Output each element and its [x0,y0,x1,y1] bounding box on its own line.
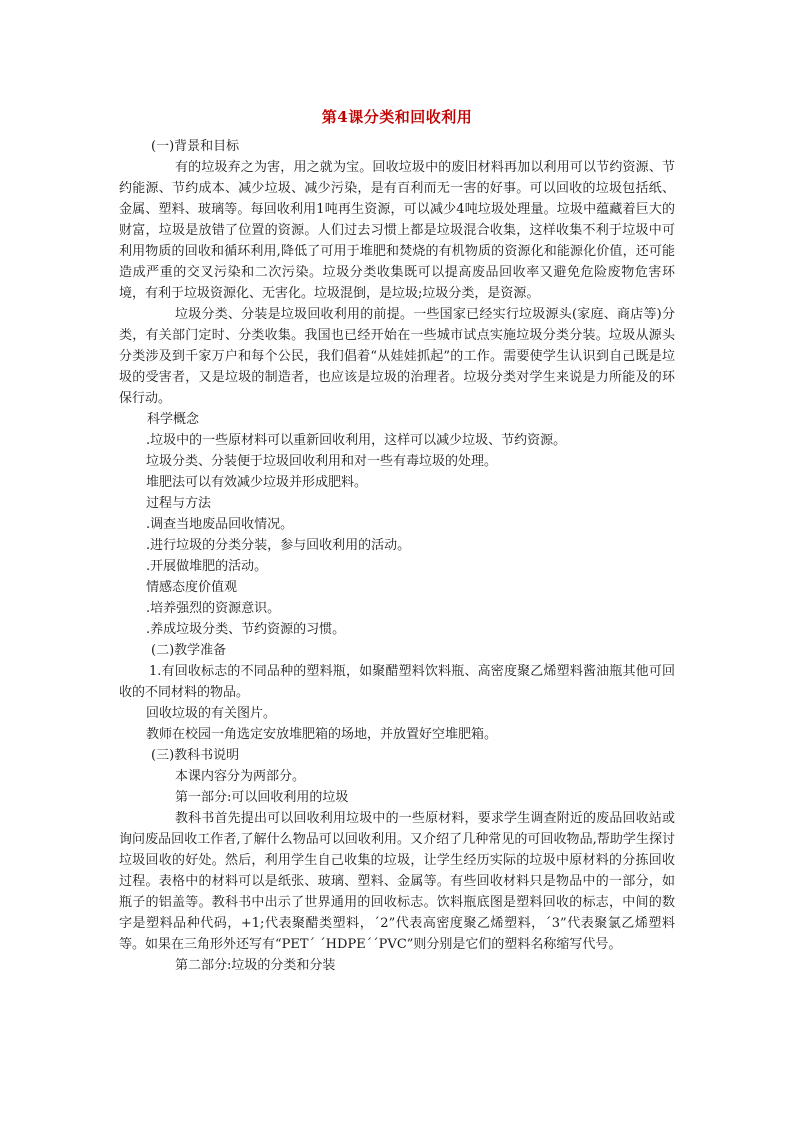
list-item: .养成垃圾分类、节约资源的习惯。 [146,622,346,637]
subheading-science-concepts: 科学概念 [147,412,200,427]
paragraph-background-2: 垃圾分类、分装是垃圾回收利用的前提。一些国家已经实行垃圾源头(家庭、商店等)分类，有关部门定时、分类收集。我国也已经开始在一些城市试点实施垃圾分类分装。垃圾从源头分类涉及到千家万户和每个公民，我们倡着“从娃娃抓起”的工作。需要使学生认识到自己既是垃圾的受害者，又是垃圾的制造者，也应该是垃圾的治理者。垃圾分类对学生来说是力所能及的环保行动。 [119,307,675,406]
list-item: .垃圾中的一些原材料可以重新回收利用，这样可以减少垃圾、节约资源。 [146,433,567,448]
list-item: .调查当地废品回收情况。 [146,517,294,532]
list-item: 垃圾分类、分装便于垃圾回收利用和对一些有毒垃圾的处理。 [146,454,498,469]
part2-heading: 第二部分:垃圾的分类和分装 [175,958,336,973]
list-item: 堆肥法可以有效减少垃圾并形成肥料。 [146,475,368,490]
section-heading-background: (一)背景和目标 [151,139,240,154]
part1-paragraph: 教科书首先提出可以回收利用垃圾中的一些原材料，要求学生调查附近的废品回收站或询问废品回收工作者,了解什么物品可以回收利用。又介绍了几种常见的可回收物品,帮助学生探讨垃圾回收的好处。然后，利用学生自己收集的垃圾，让学生经历实际的垃圾中原材料的分拣回收过程。表格中的材料可以是纸张、玻璃、塑料、金属等。有些回收材料只是物品中的一部分，如瓶子的铝盖等。教科书中出示了世界通用的回收标志。饮料瓶底图是塑料回收的标志，中间的数字是塑料品种代码，+1;代表聚醋类塑料，ˊ2”代表高密度聚乙烯塑料，ˊ3”代表聚氯乙烯塑料等。如果在三角形外还写有“PETˊ ˊHDPEˊˊPVC”则分别是它们的塑料名称缩写代号。 [119,811,675,952]
list-item: .培养强烈的资源意识。 [146,601,281,616]
list-item: .进行垃圾的分类分装，参与回收利用的活动。 [146,538,411,553]
subheading-process-methods: 过程与方法 [146,496,212,511]
page-title: 第4课分类和回收利用 [321,108,473,126]
section-heading-preparation: (二)教学准备 [151,643,227,658]
preparation-item-1: 1.有回收标志的不同品种的塑料瓶，如聚醋塑料饮料瓶、高密度聚乙烯塑料酱油瓶其他可回收的不同材料的物品。 [119,664,675,700]
section-heading-textbook: (三)教科书说明 [151,748,240,763]
textbook-intro: 本课内容分为两部分。 [175,769,306,784]
part1-heading: 第一部分:可以回收利用的垃圾 [175,790,349,805]
subheading-attitudes-values: 情感态度价值观 [146,580,238,595]
preparation-item-3: 教师在校园一角选定安放堆肥箱的场地，并放置好空堆肥箱。 [146,727,498,742]
paragraph-background-1: 有的垃圾弃之为害，用之就为宝。回收垃圾中的废旧材料再加以利用可以节约资源、节约能源、节约成本、减少垃圾、减少污染，是有百利而无一害的好事。可以回收的垃圾包括纸、金属、塑料、玻璃等。每回收利用1吨再生资源，可以减少4吨垃圾处理量。垃圾中蕴藏着巨大的财富，垃圾是放错了位置的资源。人们过去习惯上都是垃圾混合收集，这样收集不利于垃圾中可利用物质的回收和循环利用,降低了可用于堆肥和焚烧的有机物质的资源化和能源化价值，还可能造成严重的交叉污染和二次污染。垃圾分类收集既可以提高废品回收率又避免危险废物危害环境，有利于垃圾资源化、无害化。垃圾混倒，是垃圾;垃圾分类，是资源。 [119,160,675,301]
document-body [119,136,675,976]
list-item: .开展做堆肥的活动。 [146,559,268,574]
preparation-item-2: 回收垃圾的有关图片。 [146,706,277,721]
